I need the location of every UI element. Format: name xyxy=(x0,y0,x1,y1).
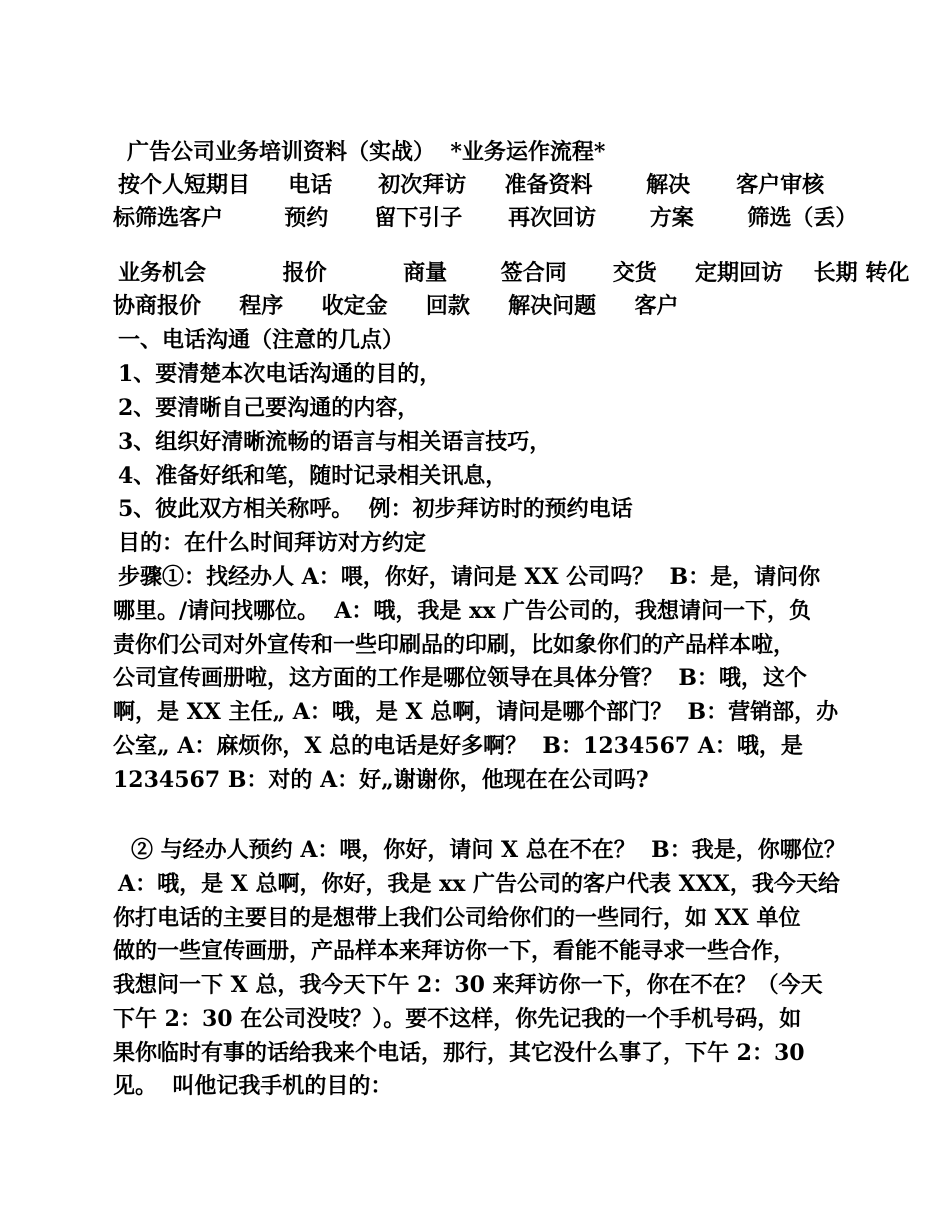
flow-row-2: 标筛选客户 预约 留下引子 再次回访 方案 筛选（丢） xyxy=(113,205,858,231)
step1-line: 公司宣传画册啦，这方面的工作是哪位领导在具体分管？ B：哦，这个 xyxy=(113,665,807,691)
point-item: 1、要清楚本次电话沟通的目的， xyxy=(118,361,442,387)
step2-line: 见。 叫他记我手机的目的： xyxy=(113,1073,393,1099)
step1-line: 哪里。/请问找哪位。 A：哦，我是 xx 广告公司的，我想请问一下，负 xyxy=(113,598,811,624)
flow-row-3: 业务机会 报价 商量 签合同 交货 定期回访 长期 转化 xyxy=(118,260,910,286)
point-item: 4、准备好纸和笔，随时记录相关讯息， xyxy=(118,463,508,489)
step1-line: 责你们公司对外宣传和一些印刷品的印刷，比如象你们的产品样本啦， xyxy=(113,632,796,658)
point-item: 3、组织好清晰流畅的语言与相关语言技巧， xyxy=(118,429,552,455)
flow-row-4: 协商报价 程序 收定金 回款 解决问题 客户 xyxy=(113,293,679,319)
step2-line: 我想问一下 X 总，我今天下午 2：30 来拜访你一下，你在不在？（今天 xyxy=(113,972,823,998)
section-heading: 一、电话沟通（注意的几点） xyxy=(118,327,405,353)
step1-line: 啊，是 XX 主任„ A：哦，是 X 总啊，请问是哪个部门？ B：营销部，办 xyxy=(113,699,839,725)
point-item: 5、彼此双方相关称呼。 例：初步拜访时的预约电话 xyxy=(118,496,633,522)
purpose-line: 目的：在什么时间拜访对方约定 xyxy=(118,530,427,556)
step2-line: 你打电话的主要目的是想带上我们公司给你们的一些同行，如 XX 单位 xyxy=(113,905,801,931)
step2-line: 下午 2：30 在公司没吱？）。要不这样，你先记我的一个手机号码，如 xyxy=(113,1006,802,1032)
step2-line: A：哦，是 X 总啊，你好，我是 xx 广告公司的客户代表 XXX，我今天给 xyxy=(118,871,840,897)
flow-row-1: 按个人短期目 电话 初次拜访 准备资料 解决 客户审核 xyxy=(118,172,825,198)
document-title: 广告公司业务培训资料（实战） *业务运作流程* xyxy=(127,139,606,165)
step1-line: 1234567 B：对的 A：好„谢谢你，他现在在公司吗? xyxy=(113,767,649,793)
step2-line: 做的一些宣传画册，产品样本来拜访你一下，看能不能寻求一些合作， xyxy=(113,938,796,964)
point-item: 2、要清晰自己要沟通的内容， xyxy=(118,395,420,421)
step1-line: 公室„ A：麻烦你，X 总的电话是好多啊？ B：1234567 A：哦，是 xyxy=(113,733,803,759)
step1-line: 步骤①：找经办人 A：喂，你好，请问是 XX 公司吗？ B：是，请问你 xyxy=(118,564,821,590)
step2-line: ② 与经办人预约 A：喂，你好，请问 X 总在不在？ B：我是，你哪位？ xyxy=(131,837,846,863)
step2-line: 果你临时有事的话给我来个电话，那行，其它没什么事了，下午 2：30 xyxy=(113,1040,805,1066)
